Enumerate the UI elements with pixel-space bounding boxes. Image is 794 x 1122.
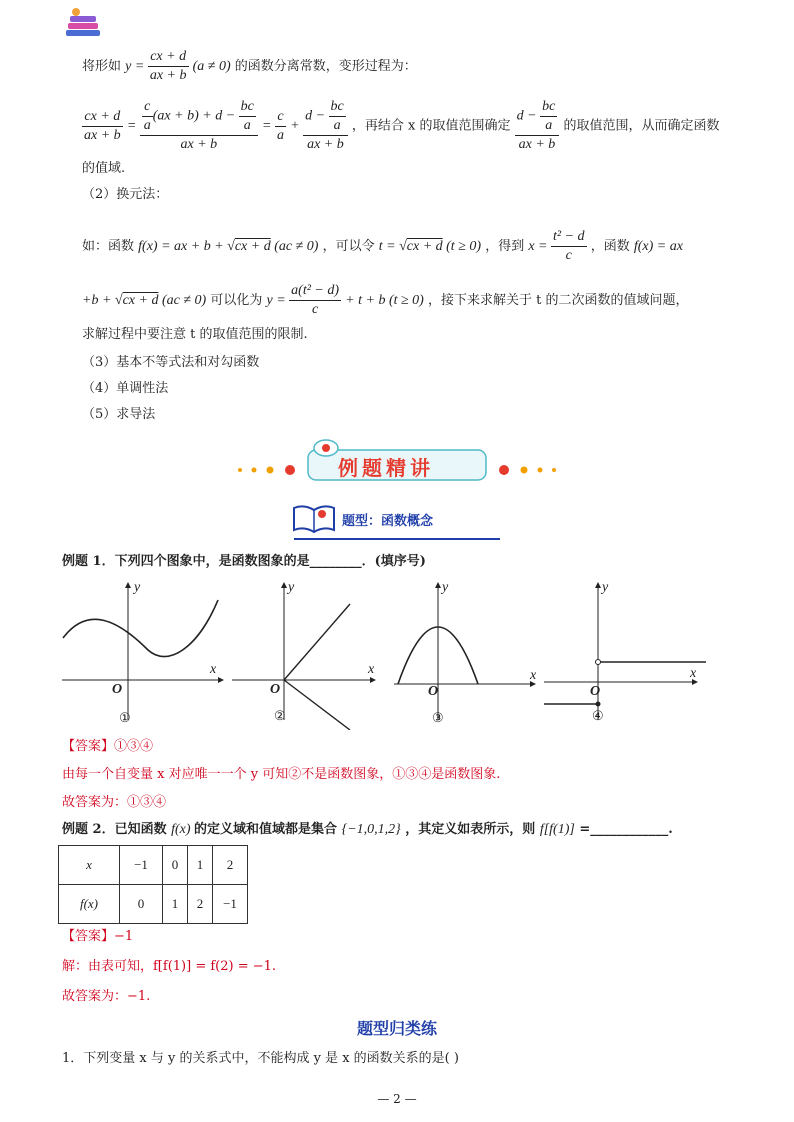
method5: （5）求导法 bbox=[82, 407, 156, 422]
table-cell: 2 bbox=[213, 846, 248, 885]
formula-t2-d-over-c: $\frac{\text{t² − d}}{c}$ bbox=[553, 229, 585, 263]
graph-4-x-label: x bbox=[690, 666, 697, 681]
graph-4-label: ④ bbox=[592, 709, 604, 724]
formula-plus-t-b: + t + b (t ≥ 0) bbox=[345, 293, 424, 308]
formula-y-equals: y = bbox=[125, 59, 148, 74]
ex2-answer: 【答案】−1 bbox=[62, 929, 134, 944]
table-cell: x bbox=[59, 846, 120, 885]
ex2-question bbox=[62, 821, 673, 839]
ex2-question-a: 例题 2．已知函数 bbox=[62, 822, 167, 837]
intro-line2: $\frac{cx + d}{ax + b}$ = $\frac{c}{a}$ (ax + b) + d − $\frac{bc}{a}$ ax + b = $\frac{c}{a}$ + d − $\frac{bc}{a}$ ax + b ，再结合 x 的取值范围确定 d − $\frac{bc}{a}$ ax + b 的取值范围，从而确定函数 bbox=[84, 99, 720, 152]
formula-a-nonzero: (a ≠ 0) bbox=[192, 59, 231, 74]
intro-line2-mid: ，再结合 x 的取值范围确定 bbox=[351, 118, 511, 134]
book-stack-logo bbox=[64, 6, 104, 40]
example-banner bbox=[230, 432, 564, 484]
formula-fx-ax: f(x) = ax bbox=[633, 239, 683, 254]
formula-remainder-fraction: d − $\frac{bc}{a}$ ax + b bbox=[303, 98, 348, 154]
banner-title: 例题精讲 bbox=[338, 456, 434, 480]
table-cell: 1 bbox=[188, 846, 213, 885]
table-cell: −1 bbox=[120, 846, 163, 885]
graph-2-label: ② bbox=[274, 709, 286, 724]
graph-2-x-label: x bbox=[368, 662, 375, 677]
ex2-final: 故答案为：−1. bbox=[62, 989, 151, 1004]
ex1-answer: 【答案】①③④ bbox=[62, 739, 154, 754]
method2-l2a: 可以化为 bbox=[210, 293, 263, 308]
table-cell: 2 bbox=[188, 885, 213, 924]
formula-c-over-a: $\frac{c}{a}$ bbox=[276, 108, 284, 143]
method3: （3）基本不等式法和对勾函数 bbox=[82, 355, 260, 370]
definition-table bbox=[58, 845, 248, 924]
method2-l2b: ，接下来求解关于 t 的二次函数的值域问题， bbox=[427, 293, 689, 308]
section-header bbox=[292, 502, 502, 542]
table-row bbox=[59, 885, 248, 924]
practice-title: 题型归类练 bbox=[356, 1019, 437, 1038]
graph-4 bbox=[542, 580, 712, 730]
page-number: — 2 — bbox=[377, 1092, 417, 1106]
formula-t-sub: t = √cx + d (t ≥ 0) bbox=[378, 239, 482, 254]
table-cell: 0 bbox=[120, 885, 163, 924]
formula-fx-def: f(x) = ax + b + √cx + d (ac ≠ 0) bbox=[138, 239, 319, 254]
graph-1-x-label: x bbox=[210, 662, 217, 677]
method2-l1d: ，函数 bbox=[590, 239, 630, 254]
formula-remainder-fraction-2: d − $\frac{bc}{a}$ ax + b bbox=[515, 98, 560, 154]
section-underline bbox=[294, 538, 500, 540]
graph-3-origin: O bbox=[428, 684, 439, 699]
formula-x-equals: x = bbox=[528, 239, 552, 254]
open-book-icon bbox=[292, 502, 336, 536]
intro-line2-suffix: 的取值范围，从而确定函数 bbox=[563, 118, 720, 134]
graph-3 bbox=[392, 580, 542, 730]
ex2-question-d: =____________. bbox=[579, 822, 673, 837]
graph-3-label: ③ bbox=[432, 711, 444, 726]
formula-lhs-fraction: $\frac{cx + d}{ax + b}$ bbox=[84, 108, 121, 143]
graph-1 bbox=[58, 580, 228, 730]
ex2-solution: 解：由表可知，f[f(1)] = f(2) = −1. bbox=[62, 959, 277, 974]
method2-l1c: ，得到 bbox=[485, 239, 525, 254]
formula-b-sqrt: +b + √cx + d (ac ≠ 0) bbox=[82, 293, 207, 308]
table-cell: −1 bbox=[213, 885, 248, 924]
method2-line3: 求解过程中要注意 t 的取值范围的限制. bbox=[82, 327, 308, 342]
table-cell: 1 bbox=[163, 885, 188, 924]
formula-y-equals-2: y = bbox=[266, 293, 290, 308]
table-cell: 0 bbox=[163, 846, 188, 885]
graph-4-y-label: y bbox=[602, 580, 609, 595]
graph-1-label: ① bbox=[119, 711, 131, 726]
method2-l1b: ，可以令 bbox=[322, 239, 375, 254]
formula-at2-d-over-c: $\frac{\text{a(t² − d)}}{c}$ bbox=[291, 283, 340, 317]
formula-cx-d-over-ax-b: $\frac{cx + d}{ax + b}$ bbox=[149, 49, 187, 83]
ex2-question-b: 的定义域和值域都是集合 bbox=[194, 822, 338, 837]
graph-2-origin: O bbox=[270, 682, 281, 697]
ex1-final: 故答案为：①③④ bbox=[62, 795, 167, 810]
method2-l1a: 如：函数 bbox=[82, 239, 135, 254]
formula-fx: f(x) bbox=[171, 822, 195, 837]
graph-1-y-label: y bbox=[134, 580, 141, 595]
intro-line1-prefix: 将形如 bbox=[82, 59, 122, 74]
table-cell: f(x) bbox=[59, 885, 120, 924]
intro-line3: 的值域. bbox=[82, 161, 126, 176]
graph-1-origin: O bbox=[112, 682, 123, 697]
intro-line1 bbox=[82, 48, 417, 85]
graph-4-origin: O bbox=[590, 684, 601, 699]
table-row bbox=[59, 846, 248, 885]
method2-line1 bbox=[82, 228, 683, 265]
method2-heading: （2）换元法： bbox=[82, 187, 169, 202]
intro-line1-suffix: 的函数分离常数，变形过程为： bbox=[234, 59, 417, 74]
method4: （4）单调性法 bbox=[82, 381, 169, 396]
section-title: 题型：函数概念 bbox=[342, 514, 434, 529]
formula-set: {−1,0,1,2} bbox=[341, 822, 401, 837]
formula-ff1: f[f(1)] bbox=[539, 822, 575, 837]
graph-3-y-label: y bbox=[442, 580, 449, 595]
graph-2-y-label: y bbox=[288, 580, 295, 595]
graph-2 bbox=[230, 580, 380, 730]
ex2-question-c: ，其定义如表所示，则 bbox=[405, 822, 536, 837]
practice-q1: 1．下列变量 x 与 y 的关系式中，不能构成 y 是 x 的函数关系的是( ) bbox=[62, 1051, 459, 1066]
ex1-question: 例题 1．下列四个图象中，是函数图象的是________．(填序号) bbox=[62, 554, 426, 569]
formula-expanded-fraction: $\frac{c}{a}$ (ax + b) + d − $\frac{bc}{a}$ ax + b bbox=[140, 98, 258, 154]
graph-3-x-label: x bbox=[530, 668, 537, 683]
method2-line2 bbox=[82, 282, 688, 319]
ex1-explain: 由每一个自变量 x 对应唯一一个 y 可知②不是函数图象，①③④是函数图象. bbox=[62, 767, 501, 782]
